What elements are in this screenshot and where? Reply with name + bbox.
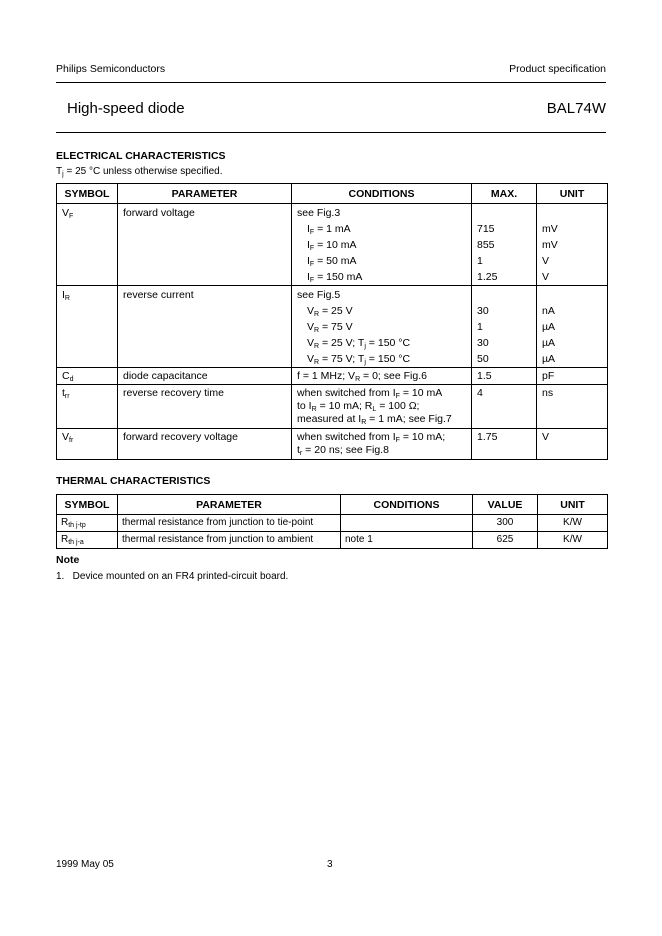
max-cell: 715 855 1 1.25	[472, 204, 537, 286]
value-cell: 300	[473, 515, 538, 532]
unit-cell: V	[537, 429, 608, 460]
symbol-cell: $I_R$	[57, 286, 118, 368]
table-row	[57, 286, 608, 368]
conditions-cell	[341, 515, 473, 532]
unit-cell: pF	[537, 368, 608, 385]
parameter-cell: forward voltage	[118, 204, 292, 286]
header-company: Philips Semiconductors	[56, 63, 166, 75]
electrical-table	[56, 183, 608, 460]
table-row	[57, 204, 608, 286]
conditions-cell: note 1	[341, 532, 473, 549]
thermal-header-row	[57, 495, 608, 515]
max-cell: 30 1 30 50	[472, 286, 537, 368]
col-symbol: SYMBOL	[57, 184, 118, 204]
table-row	[57, 368, 608, 385]
col-conditions: CONDITIONS	[292, 184, 472, 204]
col-symbol: SYMBOL	[57, 495, 118, 515]
symbol-cell: $t_{rr}$	[57, 385, 118, 429]
header-rule-bottom	[56, 132, 606, 133]
note-text: 1. Device mounted on an FR4 printed-circuit board.	[56, 571, 289, 582]
unit-cell: ns	[537, 385, 608, 429]
conditions-cell: see Fig.5 $V_R = 25$ V $V_R = 75$ V $V_R = 25$ V; $T_j = 150$ °C $V_R = 75$ V; $T_j = 150$ °C	[292, 286, 472, 368]
conditions-cell: f = 1 MHz; $V_R = 0$; see Fig.6	[292, 368, 472, 385]
symbol-cell: $R_{th j-tp}$	[57, 515, 118, 532]
parameter-cell: forward recovery voltage	[118, 429, 292, 460]
note-heading: Note	[56, 554, 80, 566]
table-row	[57, 429, 608, 460]
col-value: VALUE	[473, 495, 538, 515]
value-cell: 625	[473, 532, 538, 549]
footer-date: 1999 May 05	[56, 859, 114, 870]
thermal-heading: THERMAL CHARACTERISTICS	[56, 475, 211, 487]
symbol-cell: $C_d$	[57, 368, 118, 385]
max-cell: 1.75	[472, 429, 537, 460]
table-row	[57, 385, 608, 429]
header-rule-top	[56, 82, 606, 83]
parameter-cell: reverse current	[118, 286, 292, 368]
col-max: MAX.	[472, 184, 537, 204]
symbol-cell: $V_{fr}$	[57, 429, 118, 460]
parameter-cell: thermal resistance from junction to tie-point	[118, 515, 341, 532]
col-parameter: PARAMETER	[118, 184, 292, 204]
unit-cell: nA µA µA µA	[537, 286, 608, 368]
max-cell: 4	[472, 385, 537, 429]
parameter-cell: thermal resistance from junction to ambient	[118, 532, 341, 549]
max-cell: 1.5	[472, 368, 537, 385]
table-row	[57, 532, 608, 549]
conditions-cell: when switched from $I_F = 10$ mA; $t_r = 20$ ns; see Fig.8	[292, 429, 472, 460]
part-number: BAL74W	[546, 100, 606, 117]
electrical-heading: ELECTRICAL CHARACTERISTICS	[56, 150, 226, 162]
parameter-cell: diode capacitance	[118, 368, 292, 385]
electrical-header-row	[57, 184, 608, 204]
symbol-cell: $R_{th j-a}$	[57, 532, 118, 549]
symbol-cell: $V_F$	[57, 204, 118, 286]
unit-cell: K/W	[538, 532, 608, 549]
conditions-cell: see Fig.3 $I_F = 1$ mA $I_F = 10$ mA $I_F = 50$ mA $I_F = 150$ mA	[292, 204, 472, 286]
thermal-table	[56, 494, 608, 549]
electrical-condition: $T_j = 25$ °C unless otherwise specified.	[56, 166, 223, 178]
table-row	[57, 515, 608, 532]
page-title: High-speed diode	[67, 100, 185, 117]
parameter-cell: reverse recovery time	[118, 385, 292, 429]
header-doc-type: Product specification	[509, 63, 606, 75]
col-unit: UNIT	[537, 184, 608, 204]
col-conditions: CONDITIONS	[341, 495, 473, 515]
col-unit: UNIT	[538, 495, 608, 515]
conditions-cell: when switched from $I_F = 10$ mA to $I_R = 10$ mA; $R_L = 100$ Ω; measured at $I_R = 1$ mA; see Fig.7	[292, 385, 472, 429]
unit-cell: mV mV V V	[537, 204, 608, 286]
col-parameter: PARAMETER	[118, 495, 341, 515]
page-number: 3	[327, 859, 333, 870]
unit-cell: K/W	[538, 515, 608, 532]
